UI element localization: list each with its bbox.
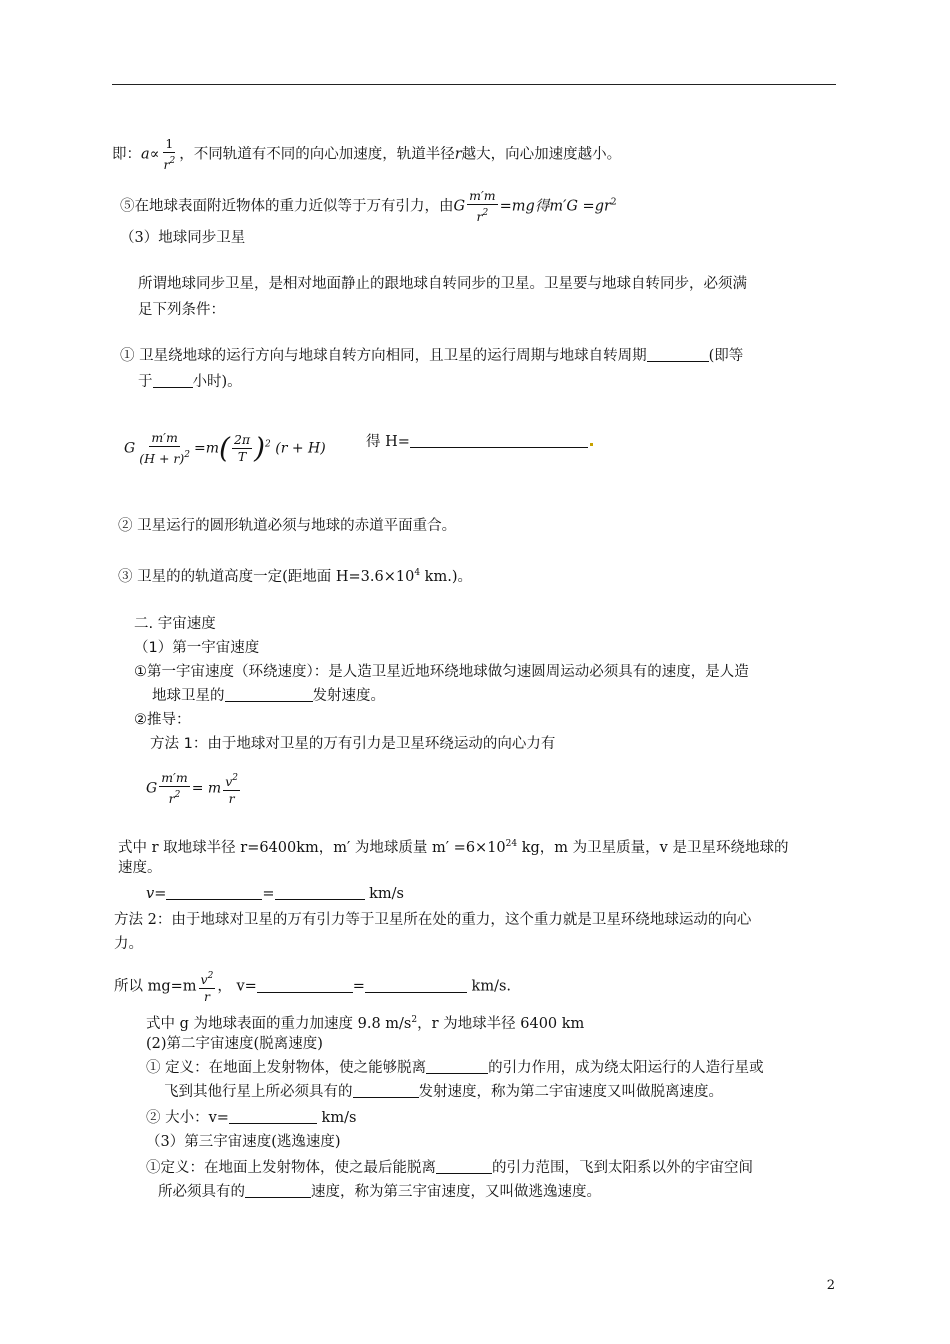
method-2-formula: 所以 mg=m $\frac{v^2}{r}$ ， v= = km/s. [114, 968, 511, 1005]
heading-sync-satellite: （3）地球同步卫星 [120, 230, 246, 246]
blank-v2 [229, 1109, 317, 1124]
formula-note-1: 式中 r 取地球半径 r=6400km，m′ 为地球质量 $m' =6\times 10^{24}$ kg，m 为卫星质量，v 是卫星环绕地球的 [118, 839, 789, 856]
blank-escape-body [426, 1059, 488, 1074]
first-cosmic-def-2: 地球卫星的 发射速度。 [152, 688, 385, 704]
heading-first-cosmic: （1）第一宇宙速度 [134, 640, 260, 656]
first-cosmic-def-1: ①第一宇宙速度（环绕速度）：是人造卫星近地环绕地球做匀速圆周运动必须具有的速度，是人造 [134, 664, 749, 680]
fraction-mm-over-r2: $\frac{m'm}{r^2}$ [469, 188, 496, 224]
blank-hours [153, 373, 193, 388]
cond-1-line-1: ① 卫星绕地球的运行方向与地球自转方向相同，且卫星的运行周期与地球自转周期 (即等 [120, 348, 744, 364]
heading-cosmic-velocity: 二. 宇宙速度 [134, 616, 216, 632]
heading-second-cosmic: (2)第二宇宙速度(脱离速度) [146, 1036, 323, 1052]
third-cosmic-def-1: ①定义：在地面上发射物体，使之最后能脱离 的引力范围，飞到太阳系以外的宇宙空间 [146, 1160, 753, 1176]
second-cosmic-def-2: 飞到其他行星上所必须具有的 发射速度，称为第二宇宙速度又叫做脱离速度。 [164, 1084, 723, 1100]
line-gravity-approx: ⑤在地球表面附近物体的重力近似等于万有引力，由G $\frac{m'm}{r^2}$ =mg得$m'G =gr^2$ [120, 188, 617, 224]
para-sync-def-1: 所谓地球同步卫星，是相对地面静止的跟地球自转同步的卫星。卫星要与地球自转同步，必须满 [138, 276, 747, 292]
blank-second-launch [353, 1083, 419, 1098]
heading-third-cosmic: （3）第三宇宙速度(逃逸速度) [146, 1134, 341, 1150]
blank-H [410, 433, 588, 448]
method-2-line-2: 力。 [114, 936, 143, 952]
derivation-label: ②推导： [134, 712, 191, 728]
blank-launch [225, 687, 313, 702]
result-H: 得 H= [366, 432, 593, 452]
method-1: 方法 1：由于地球对卫星的万有引力是卫星环绕运动的向心力有 [150, 736, 556, 752]
blank-period [647, 347, 709, 362]
equation-sync-orbit: G $\frac{m'm}{(H + r)^2}$ =m( $\frac{2\pi}{T}$ )$^2$ (r + H) [124, 430, 326, 466]
header-rule [112, 84, 836, 85]
blank-escape-range [436, 1159, 492, 1174]
second-cosmic-def-1: ① 定义：在地面上发射物体，使之能够脱离 的引力作用，成为绕太阳运行的人造行星或 [146, 1060, 764, 1076]
cond-1-line-2: 于 小时)。 [138, 374, 242, 390]
v1-result: v= = km/s [146, 886, 404, 902]
para-sync-def-2: 足下列条件： [138, 302, 225, 318]
formula-note-2: 速度。 [118, 860, 162, 876]
blank-third-speed [245, 1183, 311, 1198]
g-note: 式中 g 为地球表面的重力加速度 9.8 $m/s^2$，r 为地球半径 6400 km [146, 1015, 585, 1032]
blank-v1-expr [166, 885, 262, 900]
equation-v1: G $\frac{m'm}{r^2}$ = m $\frac{v^2}{r}$ [146, 770, 238, 806]
symbol-a: a [141, 146, 150, 163]
third-cosmic-def-2: 所必须具有的 速度，称为第三宇宙速度，又叫做逃逸速度。 [158, 1184, 601, 1200]
text: 即： [112, 146, 141, 163]
blank-v-expr [257, 978, 353, 993]
method-2-line-1: 方法 2：由于地球对卫星的万有引力等于卫星所在处的重力，这个重力就是卫星环绕地球运动的向心 [114, 912, 752, 928]
page-number: 2 [826, 1278, 835, 1293]
cond-3: ③ 卫星的的轨道高度一定(距地面 $H=3.6\times 10^4$ km.)。 [118, 568, 472, 585]
line-accel-proportional: 即：a∝ $\frac{1}{r^2}$ ，不同轨道有不同的向心加速度，轨道半径r越大，向心加速度越小。 [112, 136, 622, 172]
fraction-1-over-r2: $\frac{1}{r^2}$ [163, 136, 176, 172]
blank-v1-value [275, 885, 365, 900]
blank-v-value [365, 978, 467, 993]
cond-2: ② 卫星运行的圆形轨道必须与地球的赤道平面重合。 [118, 518, 457, 534]
symbol-prop: ∝ [149, 146, 160, 163]
second-cosmic-size: ② 大小：v= km/s [146, 1110, 357, 1126]
